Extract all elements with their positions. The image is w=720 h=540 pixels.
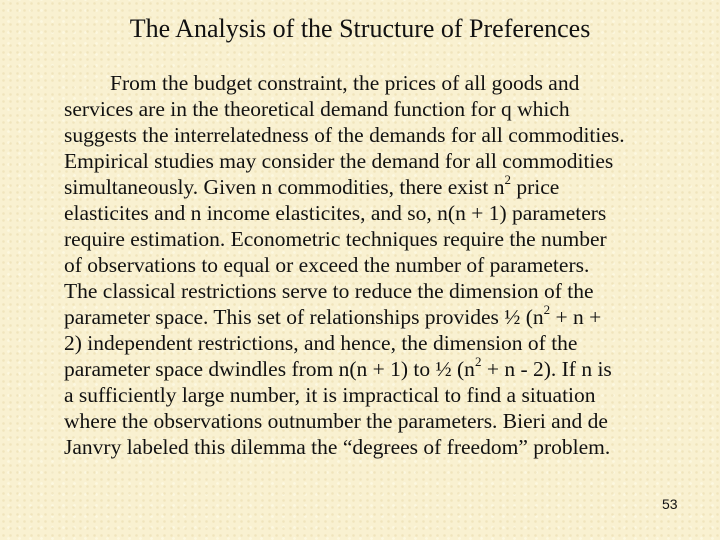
text-segment: suggests the interrelatedness of the demands for all commodities. [64,123,625,147]
text-segment: require estimation. Econometric techniques require the number [64,227,607,251]
text-segment: services are in the theoretical demand function for q which [64,97,570,121]
text-line [64,382,684,408]
text-segment: elasticites and n income elasticites, and so, n(n + 1) parameters [64,201,607,225]
text-segment: simultaneously. Given n commodities, there exist n [64,175,505,199]
text-line [64,226,684,252]
text-segment: Janvry labeled this dilemma the “degrees of freedom” problem. [64,435,611,459]
text-segment: where the observations outnumber the parameters. Bieri and de [64,409,608,433]
text-segment: parameter space dwindles from n(n + 1) to ½ (n [64,357,475,381]
text-line [64,200,684,226]
text-segment: Empirical studies may consider the demand for all commodities [64,149,614,173]
text-line [64,330,684,356]
page-number: 53 [662,496,678,512]
text-segment: a sufficiently large number, it is impractical to find a situation [64,383,596,407]
text-line [64,408,684,434]
text-line [64,434,684,460]
text-line [64,171,684,200]
text-segment: price [510,175,560,199]
superscript: 2 [543,301,551,317]
text-line [64,252,684,278]
superscript: 2 [504,171,511,187]
text-segment: The classical restrictions serve to reduce the dimension of the [64,279,594,303]
text-line [64,122,684,148]
text-line [64,301,684,330]
text-line [64,148,684,174]
text-line [64,278,684,304]
text-segment: parameter space. This set of relationships provides ½ (n [64,305,544,329]
slide-title: The Analysis of the Structure of Preferences [129,14,591,43]
text-segment: 2) independent restrictions, and hence, the dimension of the [64,331,578,355]
text-segment: + n + [550,305,602,329]
body-paragraph [64,70,684,460]
text-line [64,96,684,122]
superscript: 2 [474,353,482,369]
text-line [64,70,684,96]
text-line [64,353,684,382]
text-segment: + n - 2). If n is [481,357,612,381]
text-segment: From the budget constraint, the prices of all goods and [110,71,580,95]
text-segment: of observations to equal or exceed the number of parameters. [64,253,590,277]
